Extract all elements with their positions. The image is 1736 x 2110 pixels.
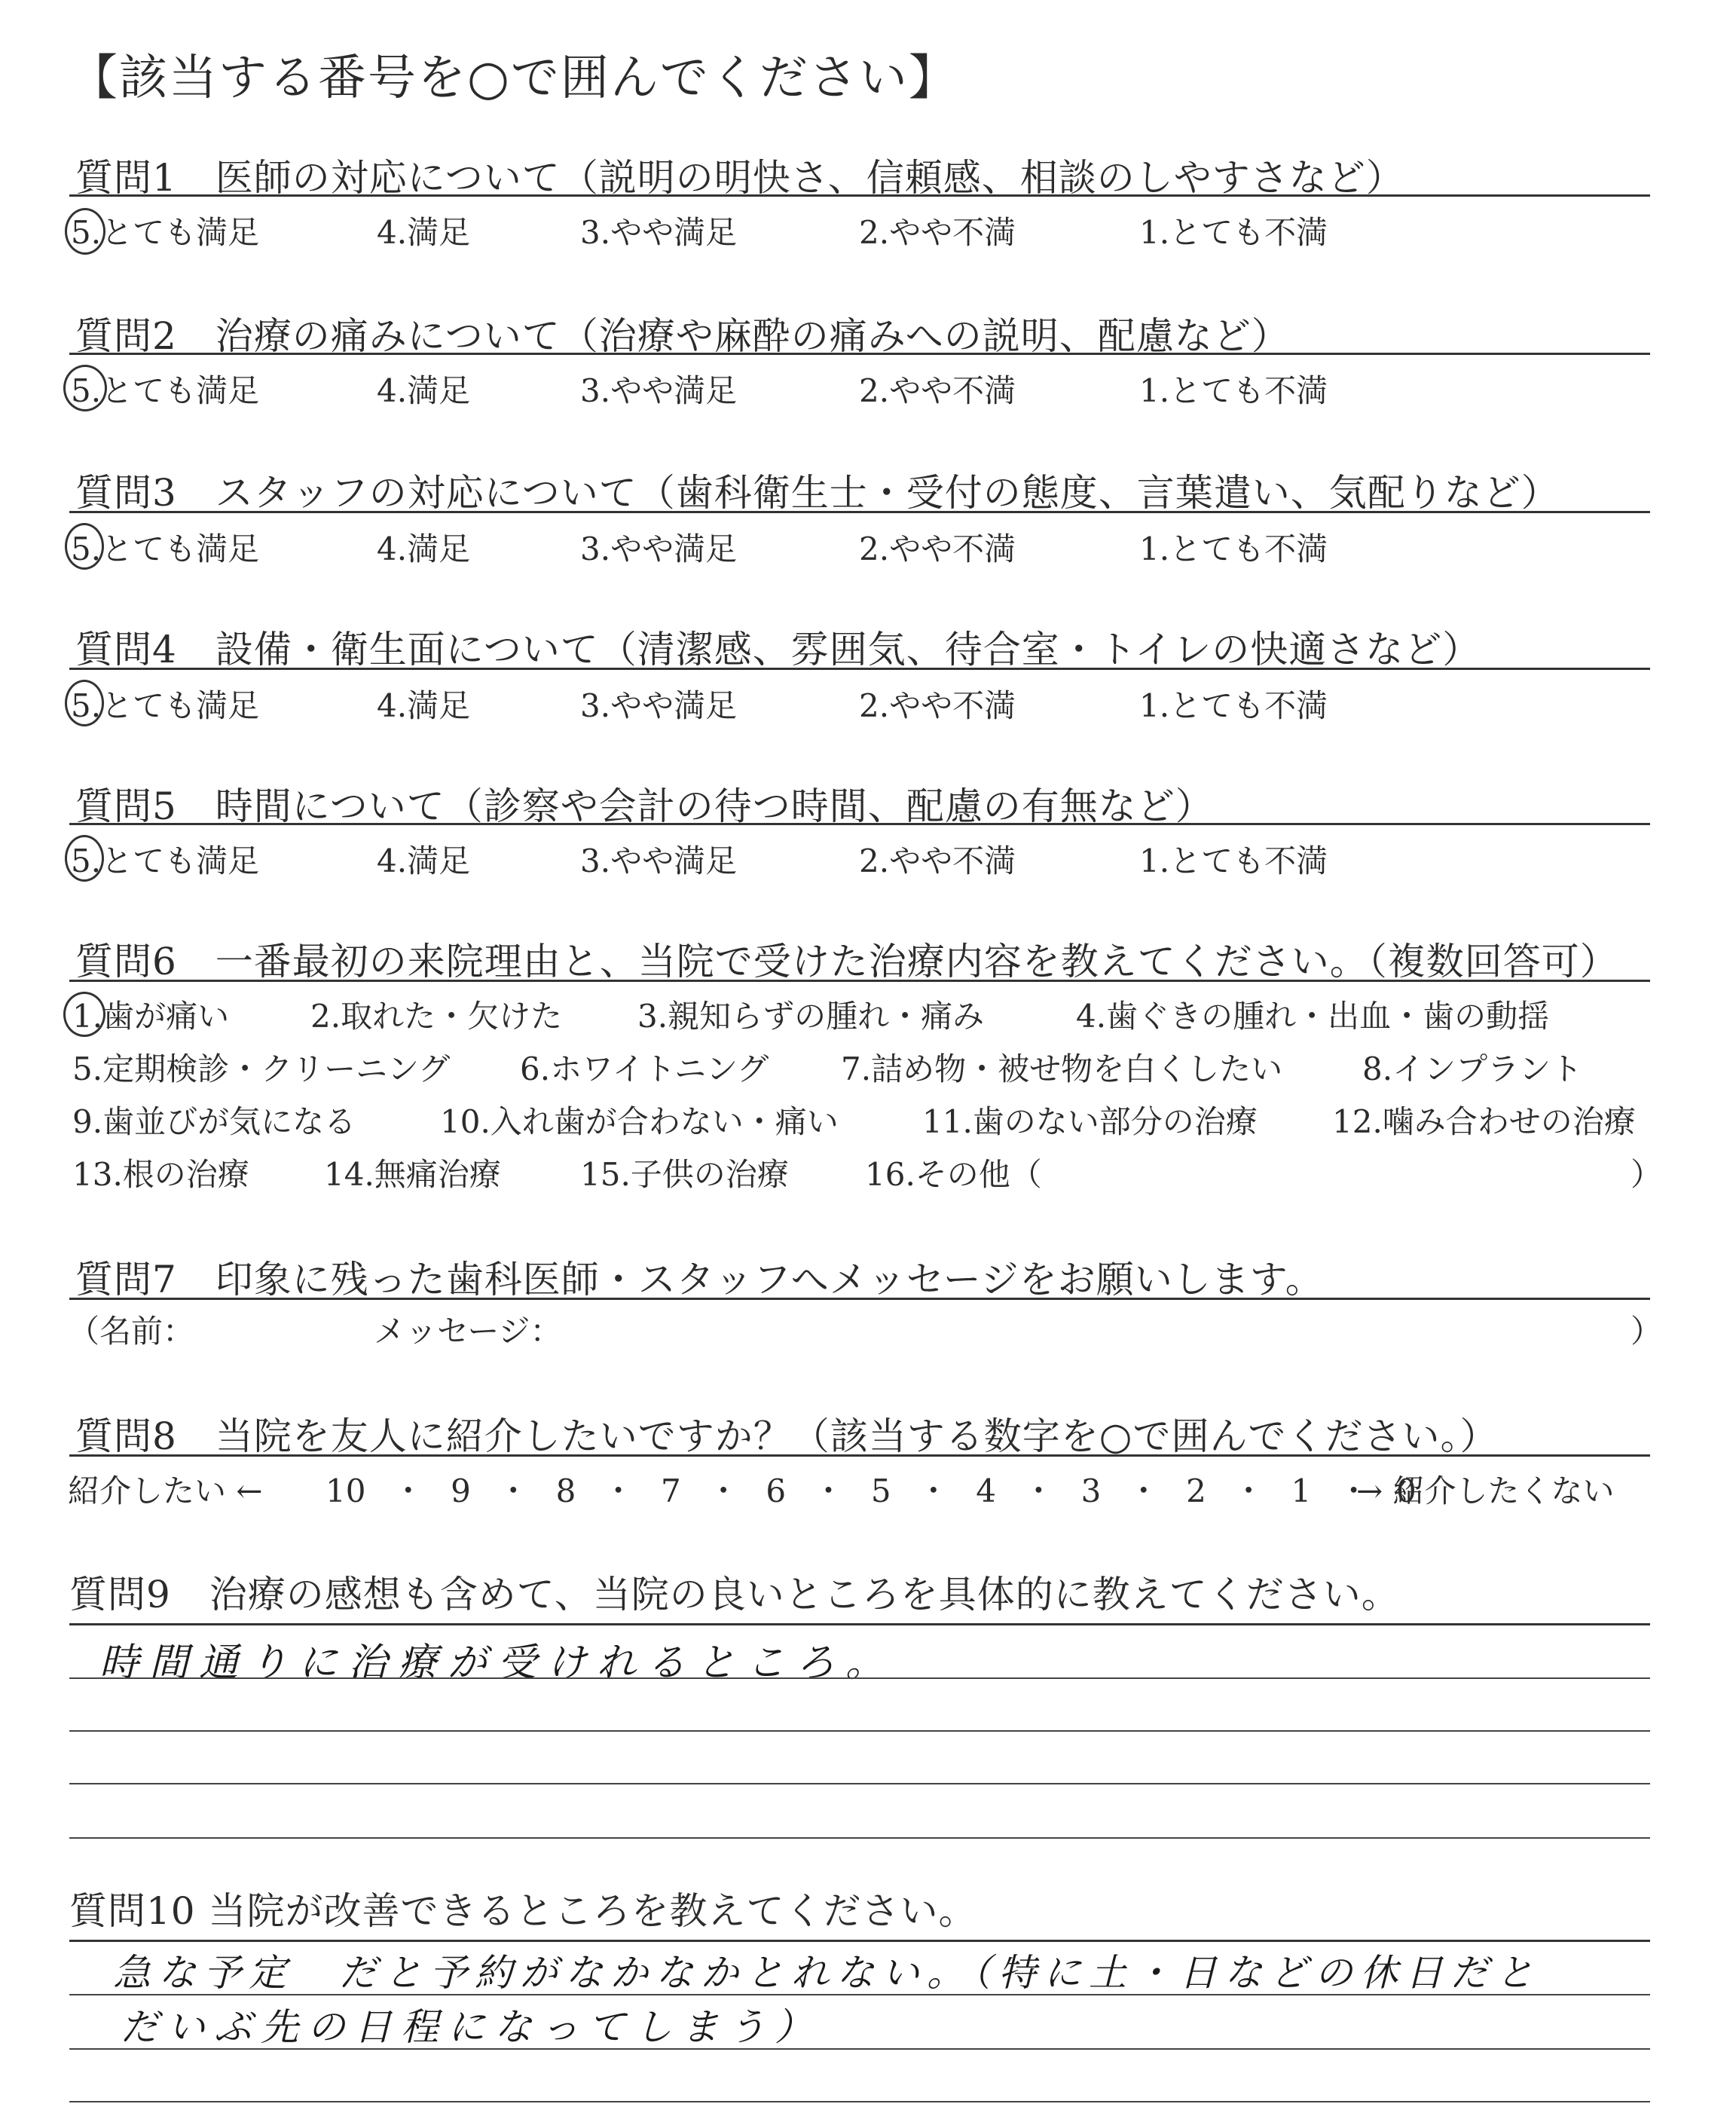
option-2[interactable]: 2.やや不満 <box>859 531 1016 567</box>
question-5-title: 質問5 時間について（診察や会計の待つ時間、配慮の有無など） <box>75 784 1214 828</box>
question-3-rule <box>69 511 1650 513</box>
question-10-title: 質問10 当院が改善できるところを教えてください。 <box>69 1889 977 1933</box>
option-1[interactable]: 1.とても不満 <box>1139 214 1328 251</box>
answer-line <box>69 1677 1650 1679</box>
option-4[interactable]: 4.満足 <box>377 842 471 879</box>
reason-option[interactable]: 6.ホワイトニング <box>520 1050 769 1087</box>
name-label: （名前： <box>68 1313 195 1350</box>
message-close-paren: ） <box>1631 1313 1663 1350</box>
answer-line <box>69 1837 1650 1839</box>
question-5-rule <box>69 823 1650 825</box>
option-4[interactable]: 4.満足 <box>377 687 471 724</box>
option-4[interactable]: 4.満足 <box>377 214 471 251</box>
question-2-title: 質問2 治療の痛みについて（治療や麻酔の痛みへの説明、配慮など） <box>75 314 1290 358</box>
option-3[interactable]: 3.やや満足 <box>580 372 738 409</box>
option-5[interactable]: 5.とても満足 <box>71 687 260 724</box>
question-9-title: 質問9 治療の感想も含めて、当院の良いところを具体的に教えてください。 <box>69 1573 1400 1616</box>
reason-option[interactable]: 7.詰め物・被せ物を白くしたい <box>841 1050 1283 1087</box>
answer-line <box>69 1730 1650 1732</box>
question-10-answer-line-2[interactable]: だいぶ先の日程になってしまう） <box>121 2005 821 2049</box>
reason-option[interactable]: 15.子供の治療 <box>580 1156 789 1193</box>
option-4[interactable]: 4.満足 <box>377 531 471 567</box>
question-9-answer[interactable]: 時間通りに治療が受けれるところ。 <box>99 1641 896 1686</box>
question-1-title: 質問1 医師の対応について（説明の明快さ、信頼感、相談のしやすさなど） <box>75 156 1404 200</box>
reason-option[interactable]: 5.定期検診・クリーニング <box>72 1050 451 1087</box>
reason-option[interactable]: 10.入れ歯が合わない・痛い <box>440 1103 839 1140</box>
question-8-rule <box>69 1454 1650 1457</box>
reason-option[interactable]: 13.根の治療 <box>72 1156 249 1193</box>
option-1[interactable]: 1.とても不満 <box>1139 687 1328 724</box>
answer-line <box>69 1623 1650 1625</box>
reason-option[interactable]: 14.無痛治療 <box>324 1156 501 1193</box>
answer-line <box>69 2101 1650 2102</box>
reason-option[interactable]: 3.親知らずの腫れ・痛み <box>637 998 985 1035</box>
question-4-rule <box>69 668 1650 670</box>
reason-option[interactable]: 8.インプラント <box>1362 1050 1583 1087</box>
recommend-scale[interactable]: 10 ・ 9 ・ 8 ・ 7 ・ 6 ・ 5 ・ 4 ・ 3 ・ 2 ・ 1 ・ 0 <box>326 1472 1417 1509</box>
option-3[interactable]: 3.やや満足 <box>580 214 738 251</box>
reason-option[interactable]: 2.取れた・欠けた <box>310 998 563 1035</box>
option-5[interactable]: 5.とても満足 <box>71 372 260 409</box>
answer-line <box>69 1994 1650 1995</box>
question-2-rule <box>69 353 1650 355</box>
message-label: メッセージ： <box>374 1313 562 1350</box>
option-2[interactable]: 2.やや不満 <box>859 214 1016 251</box>
option-2[interactable]: 2.やや不満 <box>859 687 1016 724</box>
scale-right-label: → 紹介したくない <box>1356 1472 1615 1509</box>
reason-option[interactable]: 1.歯が痛い <box>72 998 230 1035</box>
option-5[interactable]: 5.とても満足 <box>71 842 260 879</box>
other-close-paren: ） <box>1631 1156 1663 1193</box>
answer-line <box>69 2048 1650 2050</box>
form-title: 【該当する番号を○で囲んでください】 <box>69 50 958 106</box>
question-1-rule <box>69 194 1650 197</box>
option-3[interactable]: 3.やや満足 <box>580 842 738 879</box>
question-7-title: 質問7 印象に残った歯科医師・スタッフへメッセージをお願いします。 <box>75 1258 1324 1301</box>
option-2[interactable]: 2.やや不満 <box>859 372 1016 409</box>
question-6-title: 質問6 一番最初の来院理由と、当院で受けた治療内容を教えてください。（複数回答可） <box>75 940 1618 983</box>
question-7-rule <box>69 1298 1650 1300</box>
reason-option[interactable]: 4.歯ぐきの腫れ・出血・歯の動揺 <box>1076 998 1550 1035</box>
option-5[interactable]: 5.とても満足 <box>71 531 260 567</box>
option-4[interactable]: 4.満足 <box>377 372 471 409</box>
option-3[interactable]: 3.やや満足 <box>580 687 738 724</box>
question-4-title: 質問4 設備・衛生面について（清潔感、雰囲気、待合室・トイレの快適さなど） <box>75 628 1481 671</box>
question-8-title: 質問8 当院を友人に紹介したいですか？（該当する数字を○で囲んでください。） <box>75 1414 1499 1458</box>
option-1[interactable]: 1.とても不満 <box>1139 372 1328 409</box>
question-10-answer-line-1[interactable]: 急な予定 だと予約がなかなかとれない。（特に土・日などの休日だと <box>113 1951 1541 1995</box>
option-2[interactable]: 2.やや不満 <box>859 842 1016 879</box>
option-1[interactable]: 1.とても不満 <box>1139 531 1328 567</box>
option-3[interactable]: 3.やや満足 <box>580 531 738 567</box>
question-3-title: 質問3 スタッフの対応について（歯科衛生士・受付の態度、言葉遣い、気配りなど） <box>75 471 1560 515</box>
option-1[interactable]: 1.とても不満 <box>1139 842 1328 879</box>
question-6-rule <box>69 980 1650 982</box>
scale-left-label: 紹介したい ← <box>68 1472 263 1509</box>
answer-line <box>69 1783 1650 1784</box>
reason-option[interactable]: 12.噛み合わせの治療 <box>1332 1103 1636 1140</box>
option-5[interactable]: 5.とても満足 <box>71 214 260 251</box>
answer-line <box>69 1940 1650 1942</box>
reason-option-other[interactable]: 16.その他（ <box>865 1156 1042 1193</box>
reason-option[interactable]: 11.歯のない部分の治療 <box>922 1103 1258 1140</box>
reason-option[interactable]: 9.歯並びが気になる <box>72 1103 356 1140</box>
